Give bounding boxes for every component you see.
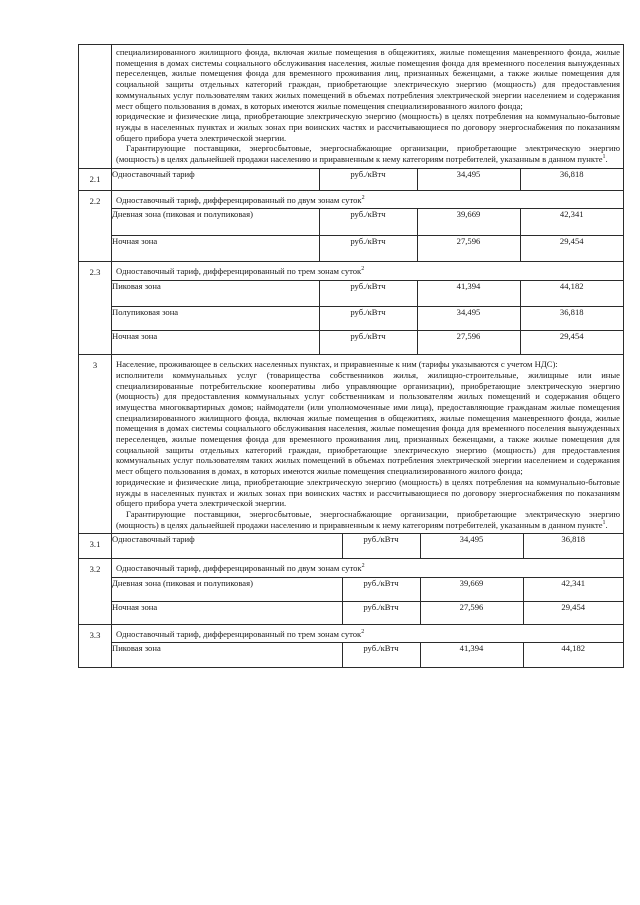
tariff-name: Одноставочный тариф — [112, 169, 319, 190]
row-number: 2.3 — [79, 261, 112, 354]
table-row — [79, 355, 624, 534]
tariff-unit: руб./кВтч — [342, 534, 420, 558]
row-number-cell — [79, 45, 112, 169]
tariff-unit: руб./кВтч — [319, 169, 417, 190]
category-description — [112, 355, 624, 534]
table-row — [79, 624, 624, 667]
table-row — [79, 45, 624, 169]
footnote-mark: 1 — [602, 519, 606, 526]
tariff-value-h1: 39,669 — [417, 209, 520, 236]
row-number: 3 — [79, 355, 112, 534]
tariff-row — [112, 280, 623, 306]
tariff-unit: руб./кВтч — [319, 209, 417, 236]
tariff-unit: руб./кВтч — [342, 578, 420, 602]
tariff-value-h1: 34,495 — [420, 534, 523, 558]
description-paragraph: Население, проживающее в сельских населенных пунктах, и приравненные к ним (тарифы указываются с учетом НДС): — [116, 359, 558, 370]
tariff-value-h1: 27,596 — [417, 236, 520, 261]
tariff-value-h2: 36,818 — [520, 306, 623, 330]
footnote-mark: 2 — [361, 628, 365, 635]
tariff-name: Одноставочный тариф — [112, 534, 342, 558]
tariff-unit: руб./кВтч — [319, 280, 417, 306]
tariff-value-h2: 29,454 — [520, 236, 623, 261]
tariff-name: Пиковая зона — [112, 280, 319, 306]
tariff-value-h2: 44,182 — [523, 643, 623, 667]
tariff-name: Полупиковая зона — [112, 306, 319, 330]
tariff-value-h2: 29,454 — [523, 602, 623, 624]
tariff-unit: руб./кВтч — [319, 330, 417, 354]
description-paragraph: юридические и физические лица, приобретающие электрическую энергию (мощность) в целях потребления на коммунально-бытовые нужды в населенных пунктах и жилых зонах при воинских частях и рассчитывающиеся по договору энергоснабжения по показаниям общего прибора учета электрической энергии. — [116, 111, 620, 143]
tariff-value-h1: 27,596 — [417, 330, 520, 354]
footnote-mark: 1 — [602, 154, 606, 161]
tariff-value-h2: 42,341 — [520, 209, 623, 236]
table-row — [79, 190, 624, 261]
description-paragraph: исполнители коммунальных услуг (товарищества собственников жилья, жилищно-строительные, жилищные или иные специализированные потребительские кооперативы либо управляющие организации), приобретающие электрическую энергию (мощность) для предоставления коммунальных услуг собственникам и пользователям жилых помещений и содержания общего имущества многоквартирных домов; наймодатели (или уполномоченные ими лица), предоставляющие гражданам жилые помещения специализированного жилищного фонда, включая жилые помещения в общежитиях, жилые помещения маневренного фонда, жилые помещения в домах системы социального обслуживания населения, жилые помещения фонда для временного поселения вынужденных переселенцев, жилые помещения фонда для временного проживания лиц, признанных беженцами, а также жилые помещения для социальной защиты отдельных категорий граждан, приобретающие электрическую энергию (мощность) для предоставления коммунальных услуг пользователям таких жилых помещений в объемах потребления электрической энергии населением и содержания мест общего пользования в домах, в которых имеются жилые помещения специализированного жилого фонда; — [116, 369, 620, 477]
tariff-value-h2: 44,182 — [520, 280, 623, 306]
tariff-value-h1: 41,394 — [417, 280, 520, 306]
tariff-name: Ночная зона — [112, 602, 342, 624]
footnote-mark: 2 — [361, 194, 365, 201]
tariff-value-h1: 27,596 — [420, 602, 523, 624]
table-row — [79, 559, 624, 624]
tariff-row — [112, 306, 623, 330]
tariff-value-h2: 29,454 — [520, 330, 623, 354]
description-paragraph: юридические и физические лица, приобретающие электрическую энергию (мощность) в целях потребления на коммунально-бытовые нужды в населенных пунктах и жилых зонах при воинских частях и рассчитывающиеся по договору энергоснабжения по показаниям общего прибора учета электрической энергии. — [116, 476, 620, 509]
tariff-value-h1: 34,495 — [417, 169, 520, 190]
subgroup-title: Одноставочный тариф, дифференцированный по трем зонам суток$^2$ — [116, 628, 365, 639]
subgroup-title: Одноставочный тариф, дифференцированный по трем зонам суток$^2$ — [116, 265, 365, 276]
tariff-row — [112, 236, 623, 261]
footnote-mark: 2 — [361, 266, 365, 273]
tariff-value-h2: 36,818 — [520, 169, 623, 190]
tariff-value-h2: 42,341 — [523, 578, 623, 602]
tariff-value-h1: 41,394 — [420, 643, 523, 667]
tariff-name: Пиковая зона — [112, 643, 342, 667]
row-number: 2.2 — [79, 190, 112, 261]
tariff-row — [112, 602, 623, 624]
subgroup-title: Одноставочный тариф, дифференцированный по двум зонам суток$^2$ — [116, 194, 365, 205]
tariff-value-h1: 39,669 — [420, 578, 523, 602]
table-row — [79, 168, 624, 190]
tariff-row — [112, 534, 623, 558]
subgroup-title: Одноставочный тариф, дифференцированный по двум зонам суток$^2$ — [116, 563, 365, 574]
tariff-name: Дневная зона (пиковая и полупиковая) — [112, 209, 319, 236]
tariff-row — [112, 209, 623, 236]
row-number: 3.1 — [79, 534, 112, 559]
description-paragraph: Гарантирующие поставщики, энергосбытовые, энергоснабжающие организации, приобретающие электрическую энергию (мощность) в целях дальнейшей продажи населению и приравненным к нему категориям потребителей, указанным в данном пункте$^1$. — [116, 143, 620, 165]
table-row — [79, 261, 624, 354]
table-row — [79, 534, 624, 559]
tariff-value-h1: 34,495 — [417, 306, 520, 330]
category-description — [112, 45, 624, 169]
description-paragraph: специализированного жилищного фонда, включая жилые помещения в общежитиях, жилые помещения маневренного фонда, жилые помещения в домах системы социального обслуживания населения, жилые помещения фонда для временного поселения вынужденных переселенцев, жилые помещения фонда для временного проживания лиц, признанных беженцами, а также жилые помещения для социальной защиты отдельных категорий граждан, приобретающие электрическую энергию (мощность) для предоставления коммунальных услуг пользователям таких жилых помещений в объемах потребления электрической энергии населением и содержания мест общего пользования в домах, в которых имеются жилые помещения специализированного жилого фонда; — [116, 47, 620, 111]
tariff-name: Дневная зона (пиковая и полупиковая) — [112, 578, 342, 602]
row-number: 2.1 — [79, 168, 112, 190]
tariff-row — [112, 643, 623, 667]
tariff-unit: руб./кВтч — [342, 602, 420, 624]
tariff-name: Ночная зона — [112, 236, 319, 261]
tariff-unit: руб./кВтч — [342, 643, 420, 667]
row-number: 3.2 — [79, 559, 112, 624]
tariff-unit: руб./кВтч — [319, 236, 417, 261]
tariff-unit: руб./кВтч — [319, 306, 417, 330]
tariff-row — [112, 169, 623, 190]
footnote-mark: 2 — [361, 563, 365, 570]
row-number: 3.3 — [79, 624, 112, 667]
tariff-name: Ночная зона — [112, 330, 319, 354]
tariff-table — [78, 44, 624, 668]
description-paragraph: Гарантирующие поставщики, энергосбытовые, энергоснабжающие организации, приобретающие электрическую энергию (мощность) в целях дальнейшей продажи населению и приравненным к нему категориям потребителей, указанным в данном пункте$^1$. — [116, 508, 620, 530]
tariff-row — [112, 578, 623, 602]
tariff-value-h2: 36,818 — [523, 534, 623, 558]
tariff-row — [112, 330, 623, 354]
